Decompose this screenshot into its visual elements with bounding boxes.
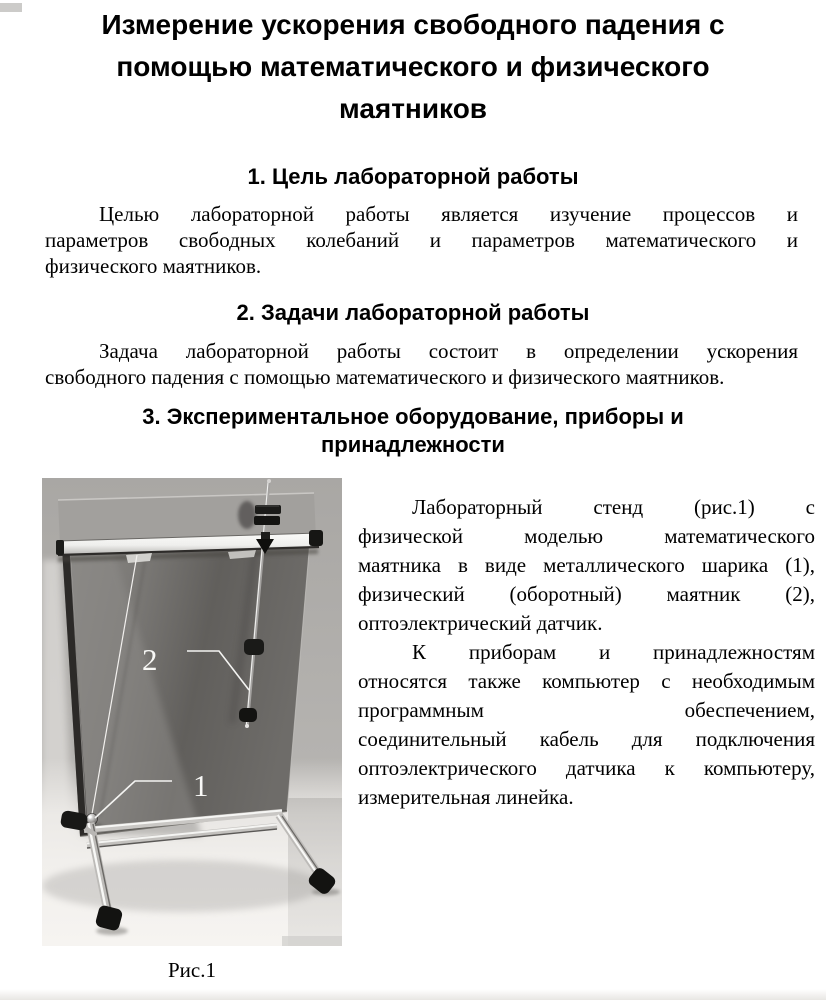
title-line: помощью математического и физического [116, 51, 710, 82]
text-line: К приборам и принадлежностям [412, 640, 815, 664]
text-line: маятника в виде металлического шарика (1), [358, 553, 815, 577]
document-title [45, 4, 781, 130]
bar-end-cap-right [309, 530, 323, 546]
text-line: параметров свободных колебаний и параметров математического и [45, 228, 798, 252]
stand-floor-shadow [42, 860, 322, 912]
title-line: Измерение ускорения свободного падения с [101, 9, 725, 40]
bar-end-cap-left [56, 540, 64, 555]
rod-shadow-blob [238, 501, 256, 529]
text-line: программным обеспечением, [358, 698, 815, 722]
photo-bottom-right-edge [282, 936, 342, 946]
figure-label-2: 2 [142, 642, 158, 677]
equipment-description [358, 493, 815, 812]
ball-highlight [88, 815, 91, 818]
figure-label-1: 1 [193, 768, 209, 803]
text-line: Лабораторный стенд (рис.1) с [412, 495, 815, 519]
text-line: Целью лабораторной работы является изучение процессов и [99, 202, 798, 226]
section-2-paragraph [45, 338, 798, 390]
text-line: относятся также компьютер с необходимым [358, 669, 815, 693]
page-bottom-edge [0, 989, 826, 1000]
section-1-heading: 1. Цель лабораторной работы [247, 164, 579, 189]
section-3-heading [45, 403, 781, 459]
heading-line: 3. Экспериментальное оборудование, приборы и [142, 404, 684, 429]
figure-1-photo [42, 478, 342, 946]
rod-weight-bottom [239, 708, 257, 722]
heading-line: принадлежности [321, 432, 505, 457]
text-line: физический (оборотный) маятник (2), [358, 582, 815, 606]
figure-1-caption: Рис.1 [168, 958, 216, 982]
text-line: Задача лабораторной работы состоит в определении ускорения [99, 339, 798, 363]
text-line: оптоэлектрический датчик. [358, 611, 603, 635]
text-line: соединительный кабель для подключения [358, 727, 815, 751]
text-line: свободного падения с помощью математического и физического маятников. [45, 365, 725, 389]
title-line: маятников [338, 93, 488, 124]
text-line: физической моделью математического [358, 524, 815, 548]
rod-weight-middle [244, 639, 264, 655]
section-2-heading: 2. Задачи лабораторной работы [236, 300, 590, 325]
text-line: измерительная линейка. [358, 785, 574, 809]
text-line: оптоэлектрического датчика к компьютеру, [358, 756, 815, 780]
section-1-paragraph [45, 201, 798, 279]
page-corner-artifact [0, 3, 22, 12]
text-line: физического маятников. [45, 254, 262, 278]
